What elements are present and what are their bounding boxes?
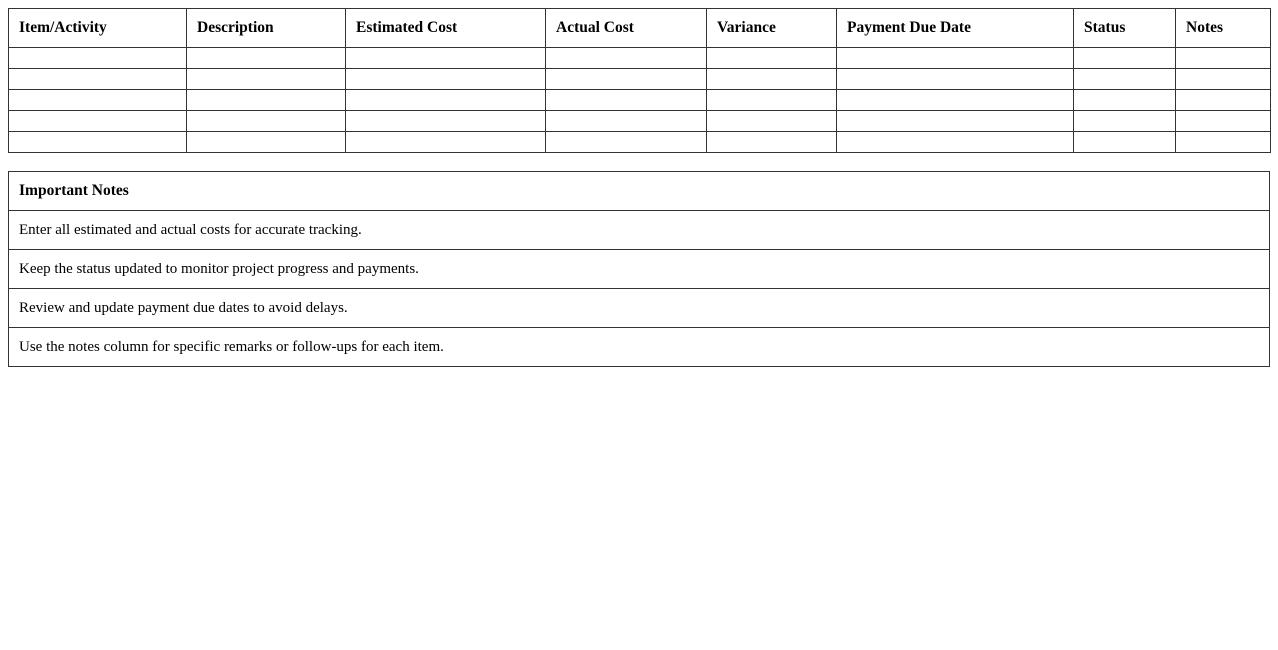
- table-cell[interactable]: [1176, 69, 1271, 90]
- table-cell[interactable]: [346, 132, 546, 153]
- notes-header-row: [9, 172, 1270, 211]
- table-cell[interactable]: [1074, 111, 1176, 132]
- note-row: [9, 250, 1270, 289]
- table-cell[interactable]: [1176, 111, 1271, 132]
- table-cell[interactable]: [546, 132, 707, 153]
- table-cell[interactable]: [9, 69, 187, 90]
- note-item: Use the notes column for specific remarks or follow-ups for each item.: [9, 328, 1270, 367]
- column-header-payment-due-date: Payment Due Date: [837, 9, 1074, 48]
- column-header-item-activity: Item/Activity: [9, 9, 187, 48]
- table-cell[interactable]: [707, 69, 837, 90]
- table-cell[interactable]: [1074, 48, 1176, 69]
- table-cell[interactable]: [346, 48, 546, 69]
- note-item: Enter all estimated and actual costs for accurate tracking.: [9, 211, 1270, 250]
- cost-tracker-table: [8, 8, 1271, 153]
- table-cell[interactable]: [346, 69, 546, 90]
- table-cell[interactable]: [9, 48, 187, 69]
- table-cell[interactable]: [9, 132, 187, 153]
- table-row: [9, 69, 1271, 90]
- table-cell[interactable]: [1074, 69, 1176, 90]
- table-cell[interactable]: [187, 69, 346, 90]
- important-notes-table: [8, 171, 1270, 367]
- table-cell[interactable]: [1074, 132, 1176, 153]
- notes-heading: Important Notes: [9, 172, 1270, 211]
- table-cell[interactable]: [837, 90, 1074, 111]
- table-cell[interactable]: [346, 90, 546, 111]
- table-cell[interactable]: [1176, 90, 1271, 111]
- table-row: [9, 132, 1271, 153]
- table-cell[interactable]: [546, 111, 707, 132]
- table-header-row: [9, 9, 1271, 48]
- column-header-variance: Variance: [707, 9, 837, 48]
- column-header-actual-cost: Actual Cost: [546, 9, 707, 48]
- table-cell[interactable]: [546, 90, 707, 111]
- table-cell[interactable]: [346, 111, 546, 132]
- table-row: [9, 90, 1271, 111]
- table-cell[interactable]: [546, 69, 707, 90]
- column-header-notes: Notes: [1176, 9, 1271, 48]
- table-cell[interactable]: [707, 132, 837, 153]
- table-cell[interactable]: [1074, 90, 1176, 111]
- table-row: [9, 48, 1271, 69]
- table-cell[interactable]: [1176, 132, 1271, 153]
- table-cell[interactable]: [837, 111, 1074, 132]
- column-header-status: Status: [1074, 9, 1176, 48]
- table-cell[interactable]: [187, 111, 346, 132]
- table-cell[interactable]: [707, 111, 837, 132]
- table-cell[interactable]: [837, 48, 1074, 69]
- table-cell[interactable]: [837, 132, 1074, 153]
- note-item: Review and update payment due dates to avoid delays.: [9, 289, 1270, 328]
- table-cell[interactable]: [9, 111, 187, 132]
- table-cell[interactable]: [837, 69, 1074, 90]
- table-cell[interactable]: [707, 90, 837, 111]
- table-cell[interactable]: [187, 48, 346, 69]
- table-cell[interactable]: [187, 90, 346, 111]
- column-header-estimated-cost: Estimated Cost: [346, 9, 546, 48]
- note-row: [9, 328, 1270, 367]
- note-item: Keep the status updated to monitor project progress and payments.: [9, 250, 1270, 289]
- note-row: [9, 289, 1270, 328]
- table-cell[interactable]: [707, 48, 837, 69]
- table-cell[interactable]: [546, 48, 707, 69]
- note-row: [9, 211, 1270, 250]
- table-cell[interactable]: [1176, 48, 1271, 69]
- column-header-description: Description: [187, 9, 346, 48]
- table-cell[interactable]: [9, 90, 187, 111]
- table-row: [9, 111, 1271, 132]
- table-cell[interactable]: [187, 132, 346, 153]
